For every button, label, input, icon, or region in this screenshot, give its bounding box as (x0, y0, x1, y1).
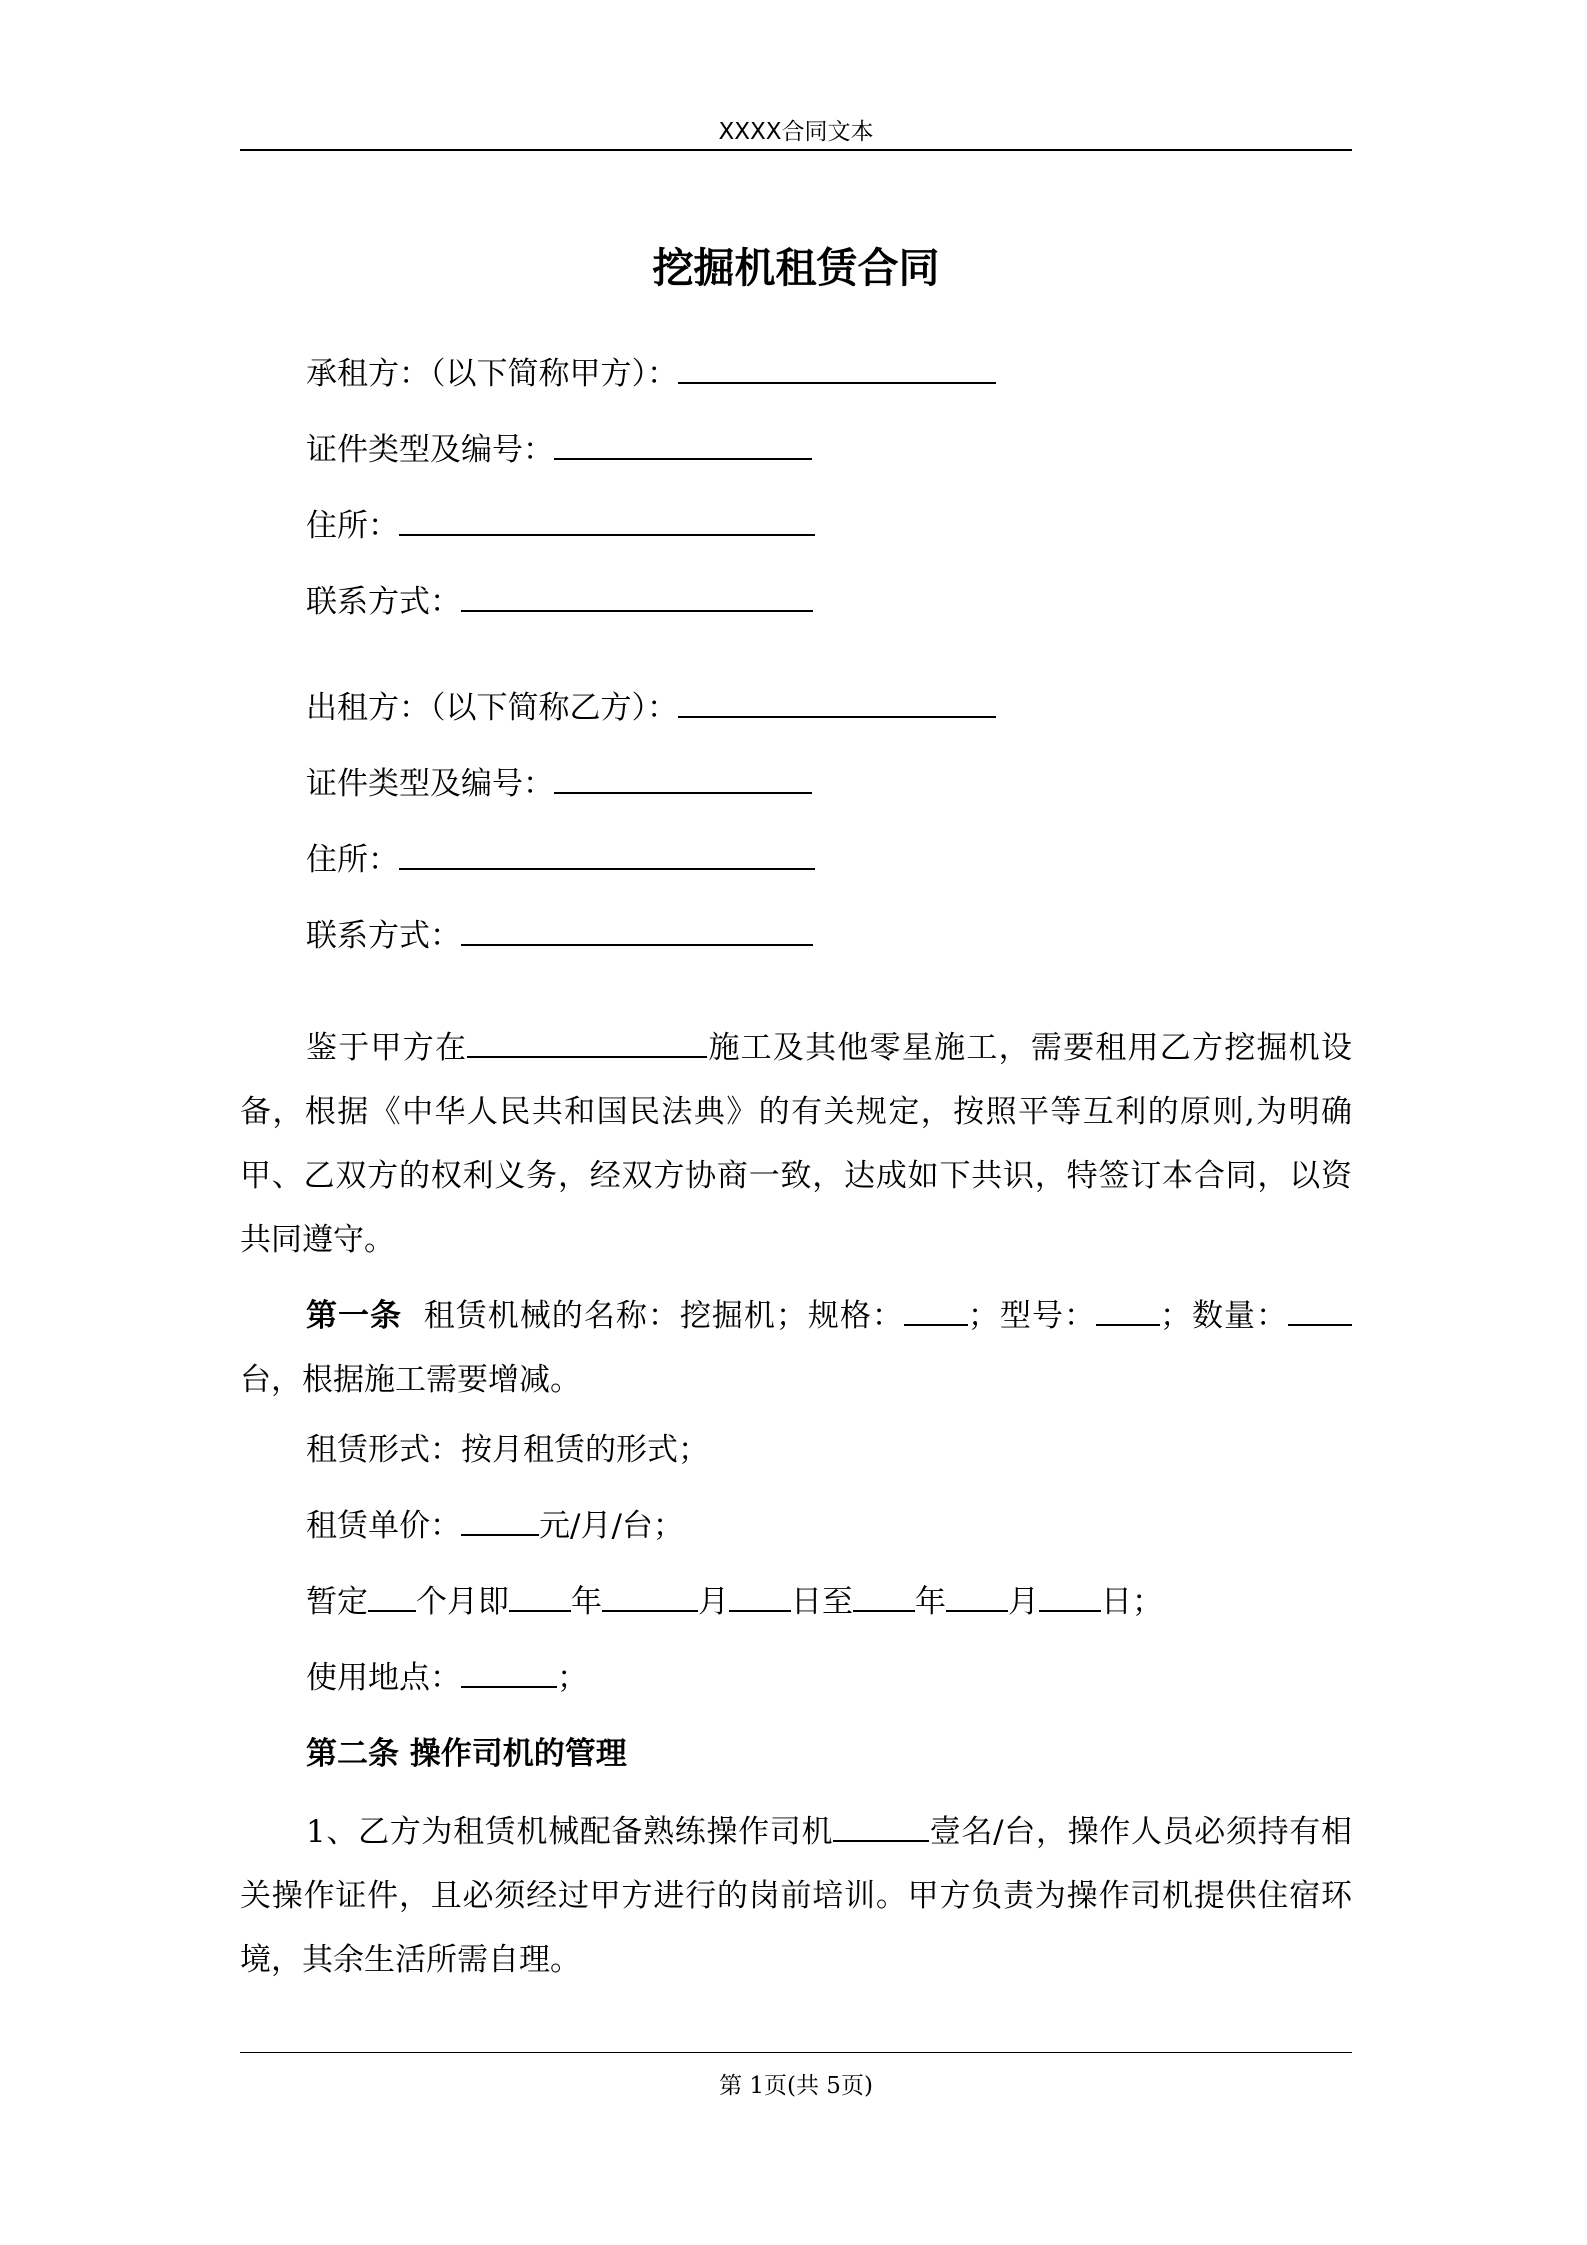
article1-text-a: 租赁机械的名称：挖掘机；规格： (423, 1298, 904, 1334)
party-b-id-line (306, 762, 812, 806)
party-a-id-line (306, 428, 812, 472)
party-a-address-line (306, 504, 815, 548)
quantity-blank[interactable] (1288, 1298, 1352, 1326)
party-a-name-label: 承租方：（以下简称甲方）： (306, 356, 678, 392)
party-b-name-label: 出租方：（以下简称乙方）： (306, 690, 678, 726)
article2-item1-a: 1、乙方为租赁机械配备熟练操作司机 (306, 1814, 834, 1850)
article1-text-c: ；数量： (1159, 1298, 1289, 1334)
party-a-name-line (306, 352, 996, 396)
article1-heading: 第一条 (306, 1298, 403, 1334)
party-b-address-blank[interactable] (399, 842, 815, 870)
party-b-address-line (306, 838, 815, 882)
start-month-blank[interactable] (602, 1584, 698, 1612)
spec-blank[interactable] (904, 1298, 968, 1326)
party-a-address-blank[interactable] (399, 508, 815, 536)
party-a-id-label: 证件类型及编号： (306, 432, 554, 468)
party-b-contact-label: 联系方式： (306, 918, 461, 954)
usage-location-blank[interactable] (461, 1660, 557, 1688)
party-a-address-label: 住所： (306, 508, 399, 544)
party-b-contact-line (306, 914, 813, 958)
party-a-contact-blank[interactable] (461, 584, 813, 612)
end-month-blank[interactable] (946, 1584, 1008, 1612)
party-b-id-blank[interactable] (554, 766, 812, 794)
period-text-5: 日至 (791, 1584, 853, 1620)
unit-price-unit: 元/月/台； (539, 1508, 684, 1544)
footer-divider (240, 2052, 1352, 2053)
party-a-contact-line (306, 580, 813, 624)
header-divider (240, 149, 1352, 151)
party-a-name-blank[interactable] (678, 356, 996, 384)
usage-location-line (306, 1656, 588, 1700)
preamble-part2: 施工及其他零星施工，需要租用乙方挖掘机设备，根据《中华人民共和国民法典》的有关规定，按照平等互利的原则,为明确甲、乙双方的权利义务，经双方协商一致，达成如下共识，特签订本合同，以资共同遵守。 (240, 1030, 1353, 1258)
article1-paragraph (240, 1284, 1352, 1412)
months-blank[interactable] (368, 1584, 416, 1612)
article2-item1-paragraph (240, 1800, 1352, 1992)
period-text-4: 月 (698, 1584, 729, 1620)
document-title: 挖掘机租赁合同 (652, 244, 940, 292)
article1-text-b: ；型号： (967, 1298, 1096, 1334)
project-name-blank[interactable] (467, 1030, 707, 1058)
unit-price-blank[interactable] (461, 1508, 539, 1536)
preamble-paragraph (240, 1016, 1352, 1272)
end-year-blank[interactable] (853, 1584, 915, 1612)
article2-item1-b: 壹名/台，操作人员必须持有相关操作证件，且必须经过甲方进行的岗前培训。甲方负责为操作司机提供住宿环境，其余生活所需自理。 (240, 1814, 1352, 1978)
period-text-3: 年 (571, 1584, 602, 1620)
model-blank[interactable] (1096, 1298, 1160, 1326)
party-a-contact-label: 联系方式： (306, 584, 461, 620)
period-text-2: 个月即 (416, 1584, 509, 1620)
usage-location-end: ； (557, 1660, 588, 1696)
period-text-6: 年 (915, 1584, 946, 1620)
page-header: XXXX合同文本 (718, 119, 874, 145)
period-text-1: 暂定 (306, 1584, 368, 1620)
start-day-blank[interactable] (729, 1584, 791, 1612)
start-year-blank[interactable] (509, 1584, 571, 1612)
lease-period-line (306, 1580, 1163, 1624)
end-day-blank[interactable] (1039, 1584, 1101, 1612)
lease-form-line: 租赁形式：按月租赁的形式； (306, 1432, 709, 1468)
article2-heading: 第二条 操作司机的管理 (306, 1736, 627, 1772)
period-text-7: 月 (1008, 1584, 1039, 1620)
party-b-name-blank[interactable] (678, 690, 996, 718)
preamble-part1: 鉴于甲方在 (306, 1030, 468, 1066)
party-b-contact-blank[interactable] (461, 918, 813, 946)
usage-location-label: 使用地点： (306, 1660, 461, 1696)
unit-price-line (306, 1504, 684, 1548)
party-b-address-label: 住所： (306, 842, 399, 878)
page-number: 第 1页(共 5页) (719, 2073, 873, 2099)
period-text-8: 日； (1101, 1584, 1163, 1620)
unit-price-label: 租赁单价： (306, 1508, 461, 1544)
driver-blank[interactable] (833, 1814, 929, 1842)
party-b-name-line (306, 686, 996, 730)
party-a-id-blank[interactable] (554, 432, 812, 460)
party-b-id-label: 证件类型及编号： (306, 766, 554, 802)
article1-text-d: 台，根据施工需要增减。 (240, 1362, 581, 1398)
